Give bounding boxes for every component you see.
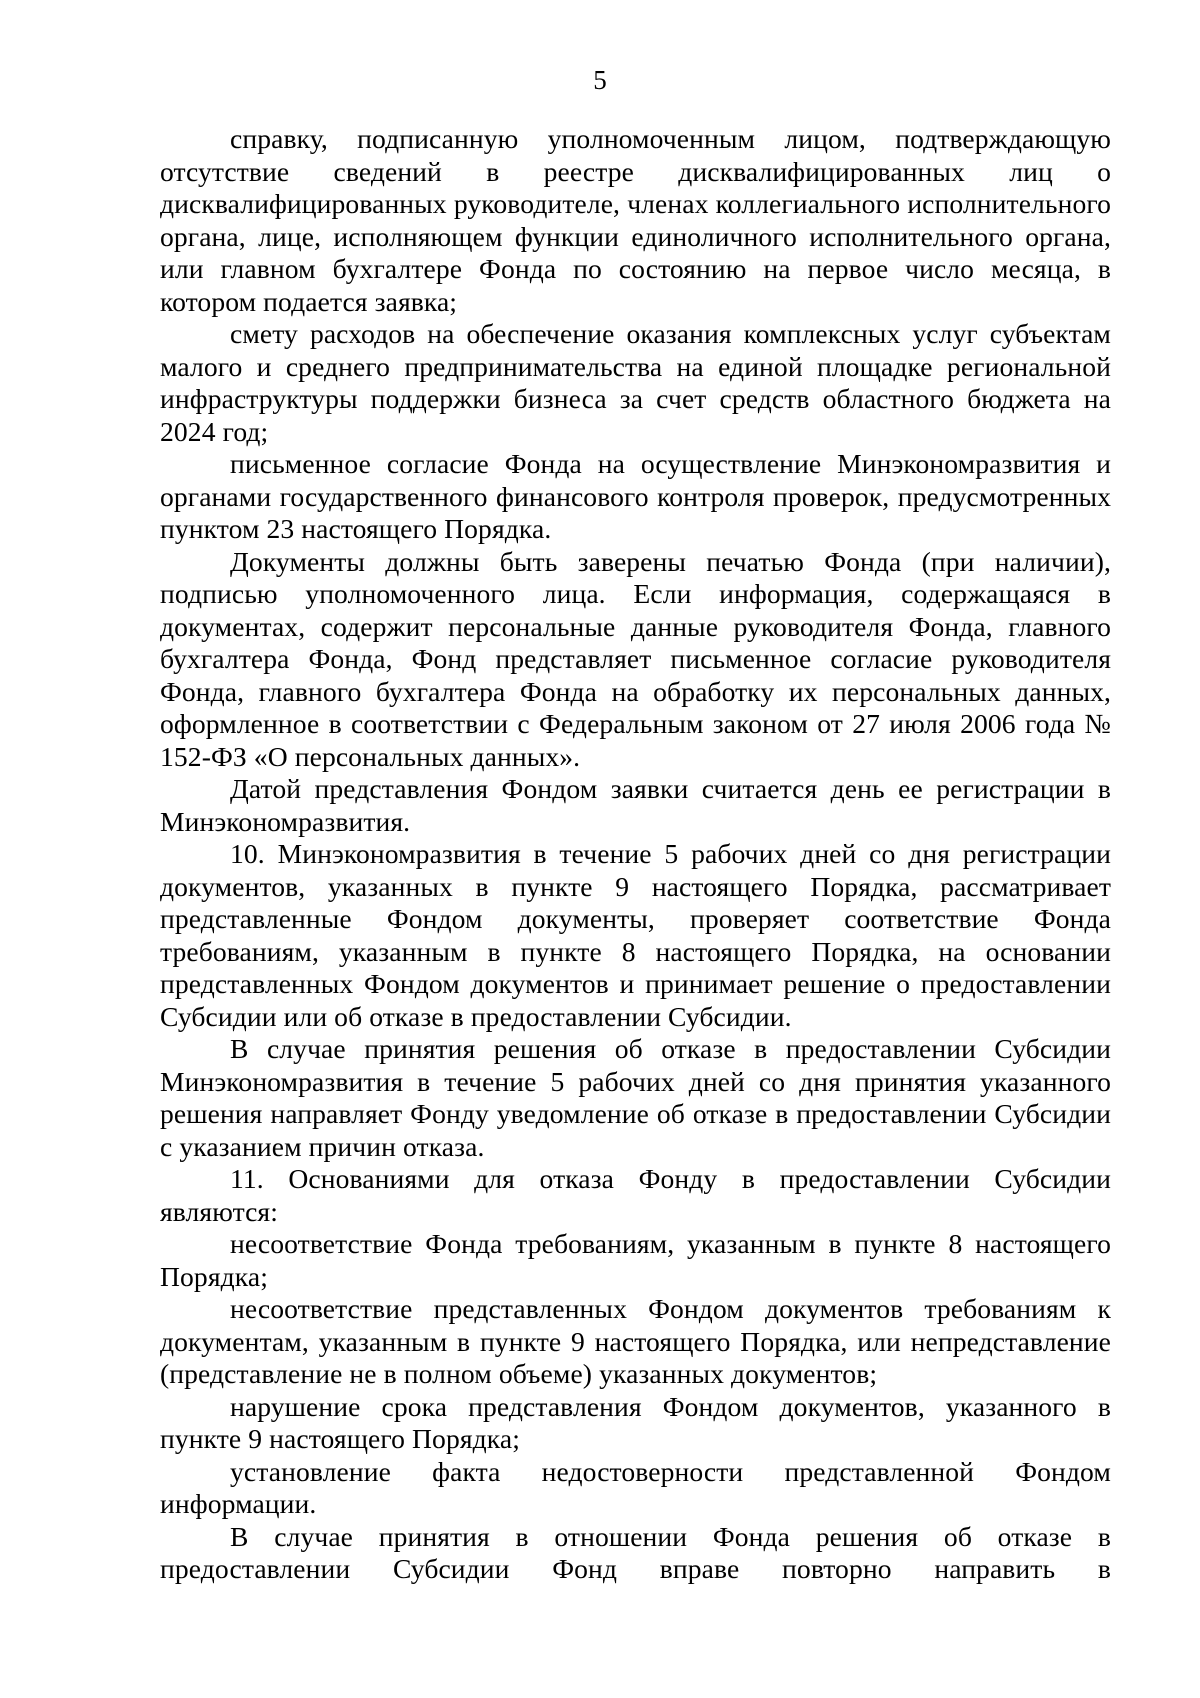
paragraph-clause-10: 10. Минэкономразвития в течение 5 рабочих дней со дня регистрации документов, указанных в пункте 9 настоящего Порядка, рассматривает представленные Фондом документы, проверяет соответствие Фонда требованиям, указанным в пункте 8 настоящего Порядка, на основании представленных Фондом документов и принимает решение о предоставлении Субсидии или об отказе в предоставлении Субсидии. xyxy=(160,838,1111,1032)
document-body xyxy=(160,123,1111,1586)
paragraph-repeat-application: В случае принятия в отношении Фонда решения об отказе в предоставлении Субсидии Фонд вправе повторно направить в xyxy=(160,1520,1111,1584)
paragraph-ground-deadline: нарушение срока представления Фондом документов, указанного в пункте 9 настоящего Порядка; xyxy=(160,1390,1111,1454)
paragraph-application-date: Датой представления Фондом заявки считается день ее регистрации в Минэкономразвития. xyxy=(160,773,1111,837)
paragraph-ground-documents: несоответствие представленных Фондом документов требованиям к документам, указанным в пункте 9 настоящего Порядка, или непредставление (представление не в полном объеме) указанных документов; xyxy=(160,1293,1111,1389)
page-number: 5 xyxy=(593,65,607,95)
paragraph-certificate-disqualified: справку, подписанную уполномоченным лицом, подтверждающую отсутствие сведений в реестре дисквалифицированных лиц о дисквалифицированных руководителе, членах коллегиального исполнительного органа, лице, исполняющем функции единоличного исполнительного органа, или главном бухгалтере Фонда по состоянию на первое число месяца, в котором подается заявка; xyxy=(160,123,1111,317)
paragraph-clause-11: 11. Основаниями для отказа Фонду в предоставлении Субсидии являются: xyxy=(160,1163,1111,1227)
paragraph-expense-estimate: смету расходов на обеспечение оказания комплексных услуг субъектам малого и среднего предпринимательства на единой площадке региональной инфраструктуры поддержки бизнеса за счет средств областного бюджета на 2024 год; xyxy=(160,318,1111,447)
paragraph-refusal-notice: В случае принятия решения об отказе в предоставлении Субсидии Минэкономразвития в течение 5 рабочих дней со дня принятия указанного решения направляет Фонду уведомление об отказе в предоставлении Субсидии с указанием причин отказа. xyxy=(160,1033,1111,1162)
paragraph-written-consent-inspections: письменное согласие Фонда на осуществление Минэкономразвития и органами государственного финансового контроля проверок, предусмотренных пунктом 23 настоящего Порядка. xyxy=(160,448,1111,544)
paragraph-documents-certification: Документы должны быть заверены печатью Фонда (при наличии), подписью уполномоченного лица. Если информация, содержащаяся в документах, содержит персональные данные руководителя Фонда, главного бухгалтера Фонда, Фонд представляет письменное согласие руководителя Фонда, главного бухгалтера Фонда на обработку их персональных данных, оформленное в соответствии с Федеральным законом от 27 июля 2006 года № 152-ФЗ «О персональных данных». xyxy=(160,545,1111,772)
paragraph-ground-unreliable-info: установление факта недостоверности представленной Фондом информации. xyxy=(160,1455,1111,1519)
paragraph-ground-requirements: несоответствие Фонда требованиям, указанным в пункте 8 настоящего Порядка; xyxy=(160,1228,1111,1292)
